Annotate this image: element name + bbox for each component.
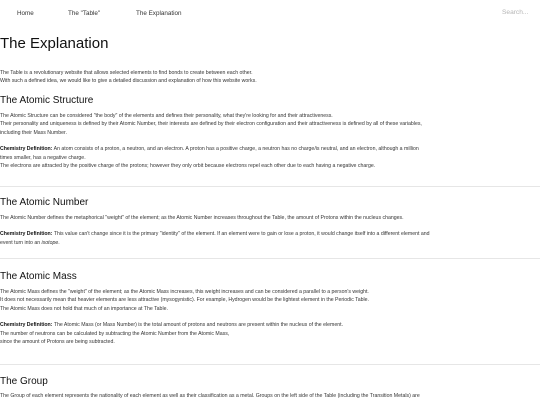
section-text: The Atomic Number defines the metaphorical "weight" of the element; as the Atomic Number increases throughout the Table, the amount of Protons within the nucleus changes.	[0, 215, 404, 221]
chemistry-definition	[0, 145, 540, 153]
section-text: including their Mass Number.	[0, 129, 67, 136]
section-group	[0, 375, 540, 400]
chemistry-definition	[0, 230, 540, 238]
page-title: The Explanation	[0, 35, 109, 52]
definition-text: This value can't change since it is the primary "identity" of the element. If an element were to gain or lose a proton, it would change itself into a different element and	[52, 231, 430, 238]
section-atomic-mass	[0, 270, 540, 346]
section-text: The Group of each element represents the nationality of each element as well as their classification as a metal. Groups on the left side of the Table (including the Transition Metals) are	[0, 393, 420, 399]
definition-text: event turn into an	[0, 239, 42, 246]
definition-text: The number of neutrons can be calculated by subtracting the Atomic Number from the Atomic Mass,	[0, 330, 230, 337]
section-title: The Group	[0, 376, 48, 387]
definition-text: times smaller, has a negative charge.	[0, 154, 86, 161]
section-text: It does not necessarily mean that heavier elements are less attractive (mysogynistic). For example, Hydrogen would be the lightest element in the Periodic Table.	[0, 297, 369, 304]
intro-line: The Table is a revolutionary website that allows selected elements to find bonds to create between each other.	[0, 70, 253, 76]
top-nav	[0, 0, 540, 26]
chemistry-definition	[0, 321, 540, 329]
section-text: The Atomic Mass defines the "weight" of the element; as the Atomic Mass increases, this weight increases and can be considered a parallel to a person's weight.	[0, 289, 369, 295]
section-divider	[0, 364, 540, 365]
section-atomic-number	[0, 196, 540, 247]
definition-text: The electrons are attracted by the positive charge of the protons; however they only orbit because electrons repel each other due to each having a negative charge.	[0, 163, 376, 170]
section-atomic-structure	[0, 94, 540, 170]
definition-text	[0, 239, 540, 247]
search-input[interactable]	[494, 6, 540, 18]
definition-text: An atom consists of a proton, a neutron, and an electron. A proton has a positive charge, a neutron has no charge/is neutral, and an electron, although a million	[52, 146, 419, 153]
nav-explanation-link[interactable]: The Explanation	[136, 10, 182, 17]
definition-text: .	[58, 239, 60, 246]
definition-label: Chemistry Definition:	[0, 231, 53, 238]
nav-home-link[interactable]: Home	[17, 10, 34, 17]
intro-line: With such a defined idea, we would like to give a detailed discussion and explanation of how this website works.	[0, 78, 257, 85]
definition-label: Chemistry Definition:	[0, 322, 53, 329]
section-text: The Atomic Structure can be considered "the body" of the elements and defines their personality, what they're looking for and their attractiveness.	[0, 113, 333, 119]
definition-label: Chemistry Definition:	[0, 146, 53, 153]
definition-text: since the amount of Protons are being subtracted.	[0, 339, 115, 346]
section-title: The Atomic Number	[0, 197, 89, 208]
main-content	[0, 34, 540, 86]
section-text: Their personality and uniqueness is defined by their Atomic Number, their interests are defined by their electron configuration and their attractiveness is defined by all of these variables,	[0, 121, 422, 128]
section-divider	[0, 186, 540, 187]
intro-text	[0, 69, 540, 86]
section-text: The Atomic Mass does not hold that much of an importance at The Table.	[0, 305, 168, 312]
isotope-term: isotope	[41, 239, 59, 246]
nav-table-link[interactable]: The "Table"	[68, 10, 101, 17]
section-title: The Atomic Structure	[0, 95, 94, 106]
definition-text: The Atomic Mass (or Mass Number) is the total amount of protons and neutrons are present within the nucleus of the element.	[52, 322, 344, 329]
section-title: The Atomic Mass	[0, 271, 77, 282]
section-divider	[0, 258, 540, 259]
